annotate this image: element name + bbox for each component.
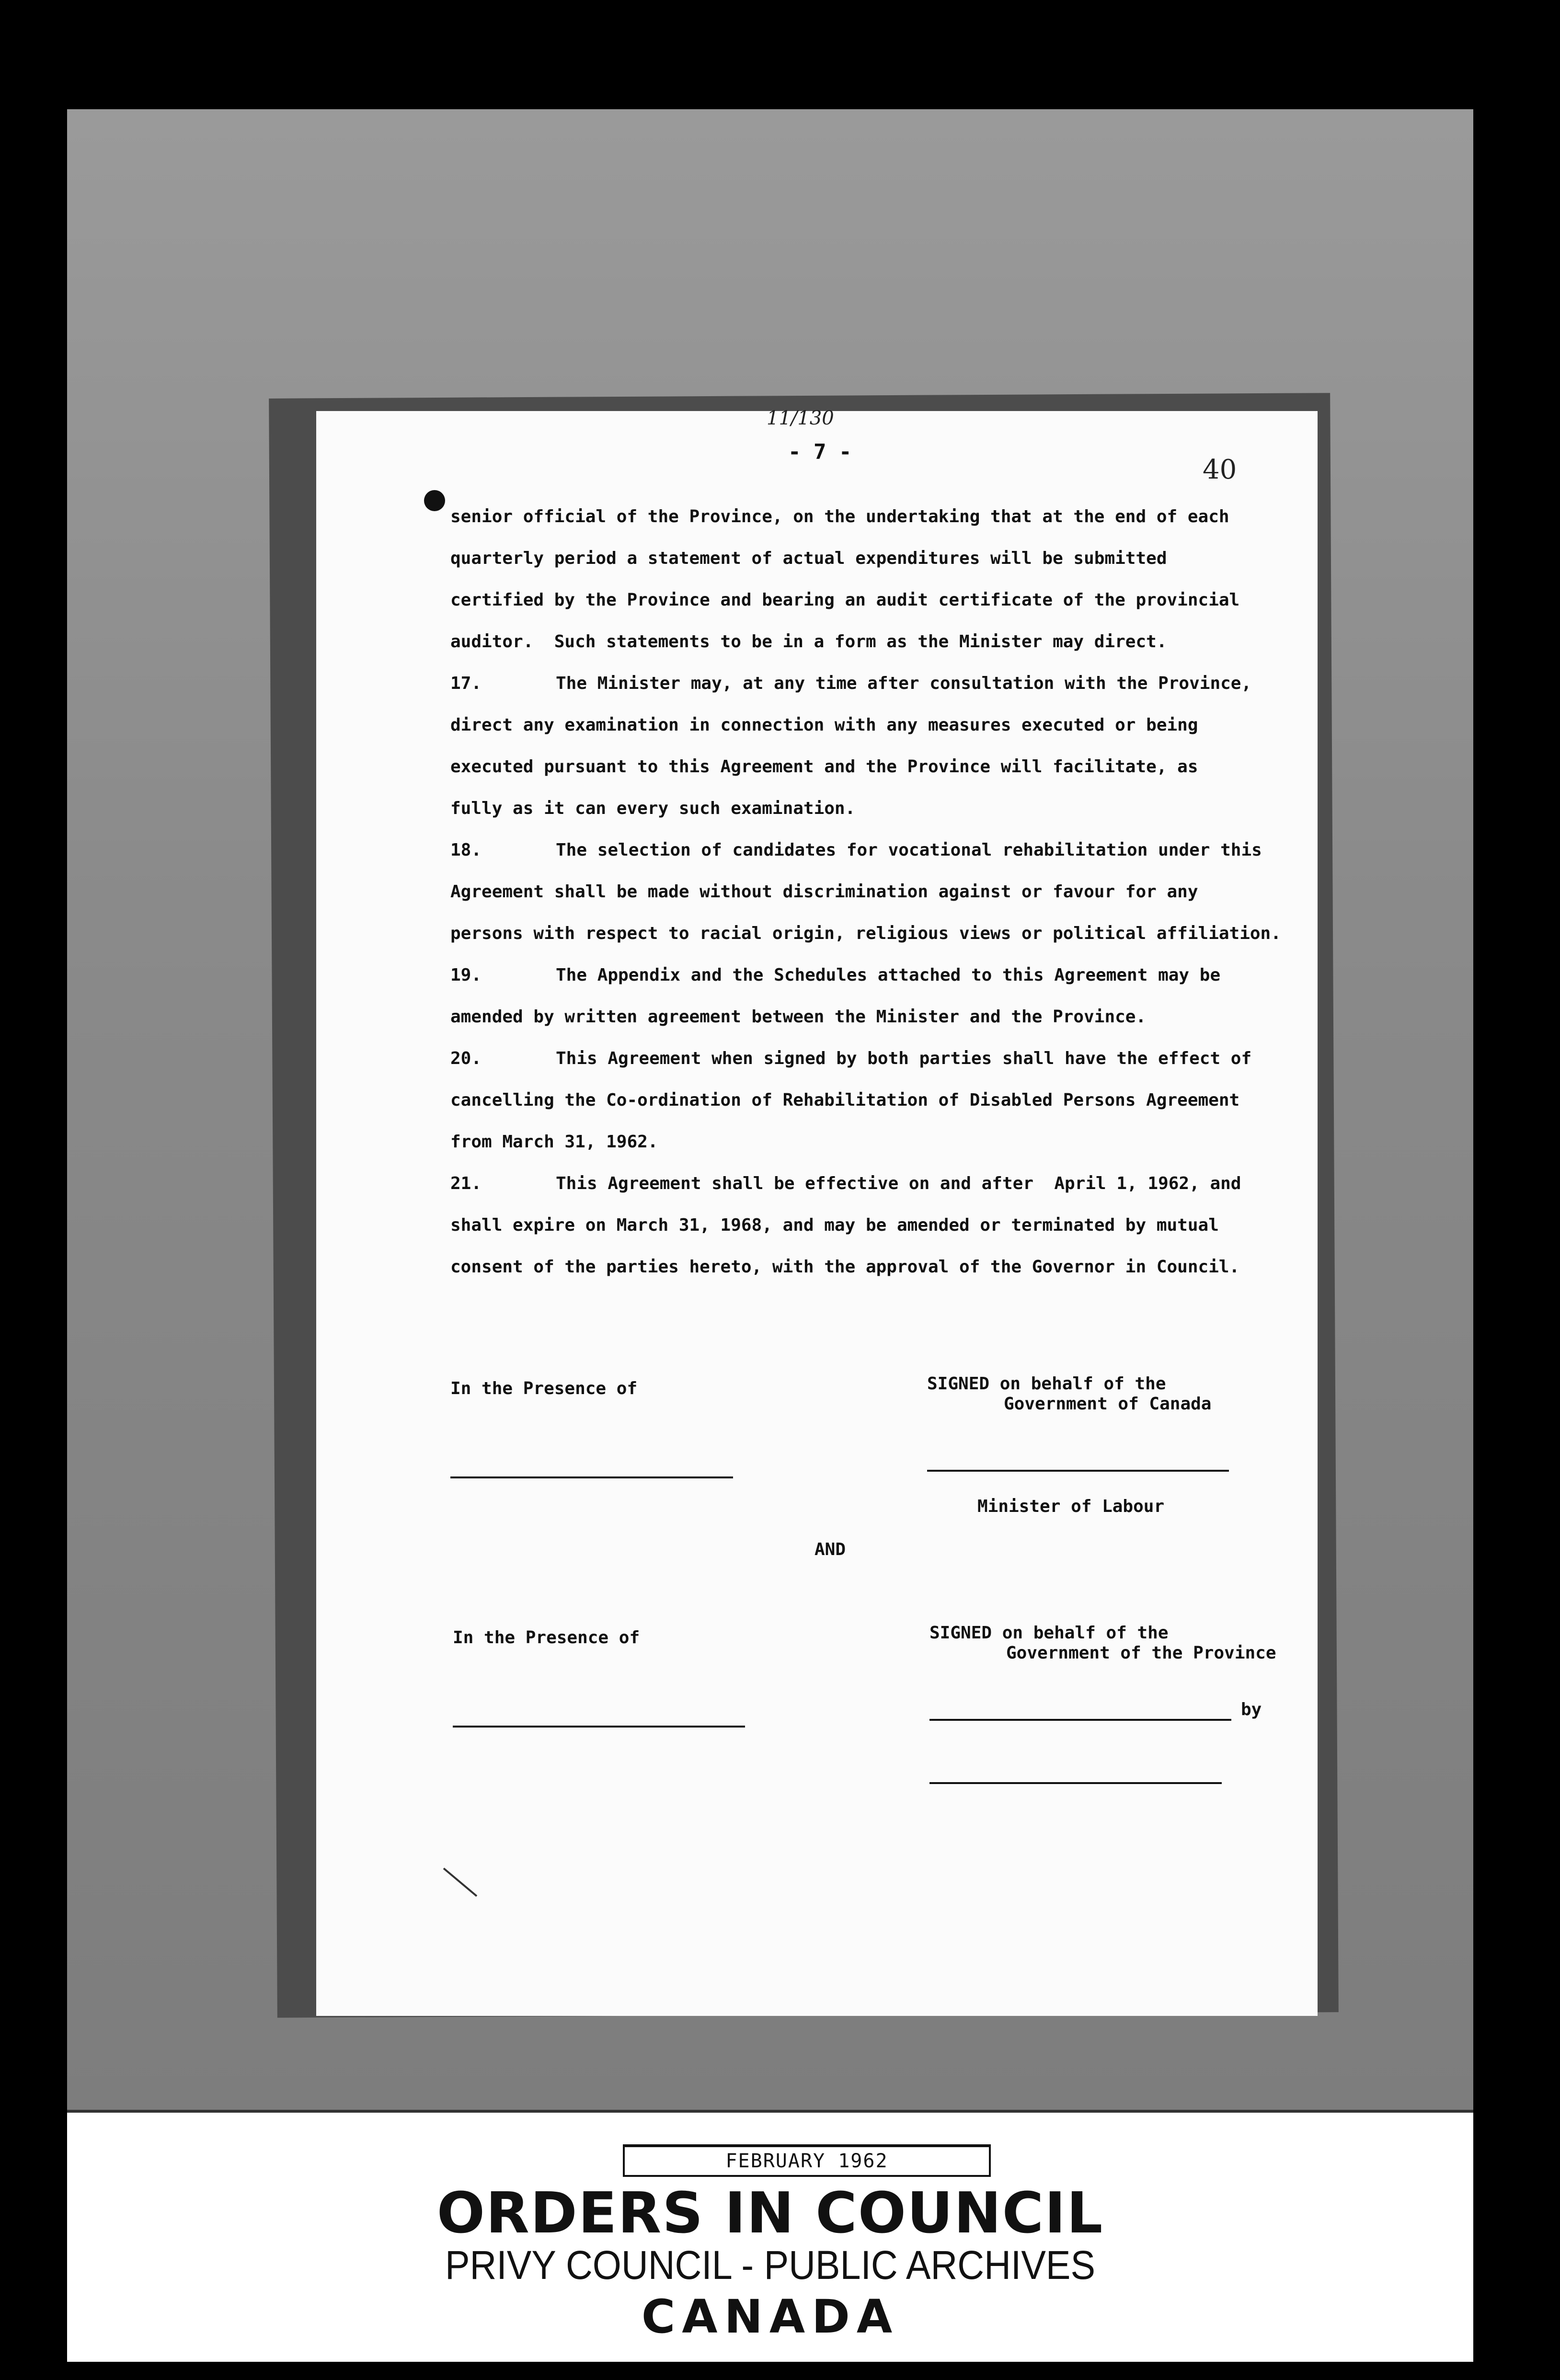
line-text: fully as it can every such examination.: [450, 799, 856, 818]
document-line: [450, 549, 1167, 568]
line-text: This Agreement when signed by both parties shall have the effect of: [556, 1049, 1252, 1068]
document-page: [316, 407, 1318, 2016]
document-line: [450, 715, 1198, 735]
document-line: [450, 1049, 1251, 1068]
document-line: [450, 1215, 1219, 1235]
second-signature-line-province: [929, 1782, 1222, 1784]
paragraph-number: 21.: [450, 1174, 482, 1193]
document-line: [450, 1007, 1146, 1027]
line-text: quarterly period a statement of actual expenditures will be submitted: [450, 549, 1167, 568]
witness-signature-line-province: [453, 1726, 745, 1728]
by-label: by: [1241, 1700, 1262, 1719]
minister-of-labour: Minister of Labour: [977, 1497, 1165, 1516]
line-text: senior official of the Province, on the undertaking that at the end of each: [450, 507, 1229, 526]
date-label-box: [623, 2144, 991, 2177]
line-text: The selection of candidates for vocational rehabilitation under this: [556, 840, 1262, 860]
document-line: [450, 1257, 1239, 1277]
signed-label-canada: SIGNED on behalf of the: [927, 1374, 1166, 1394]
and-separator: AND: [814, 1540, 846, 1559]
document-line: [450, 1174, 1241, 1193]
paragraph-number: 17.: [450, 674, 482, 693]
document-line: [450, 1090, 1239, 1110]
government-of-canada: Government of Canada: [1004, 1394, 1212, 1414]
line-text: executed pursuant to this Agreement and the Province will facilitate, as: [450, 757, 1198, 777]
document-line: [450, 674, 1251, 693]
signed-label-province: SIGNED on behalf of the: [929, 1623, 1169, 1643]
line-text: amended by written agreement between the Minister and the Province.: [450, 1007, 1147, 1027]
stray-pen-mark: [443, 1867, 478, 1897]
date-label: FEBRUARY 1962: [725, 2150, 888, 2172]
document-line: [450, 1132, 658, 1152]
document-line: [450, 757, 1198, 777]
line-text: certified by the Province and bearing an audit certificate of the provincial: [450, 590, 1240, 610]
archive-footer: [67, 2110, 1473, 2362]
government-of-province: Government of the Province: [1006, 1643, 1276, 1663]
document-line: [450, 840, 1262, 860]
paragraph-number: 20.: [450, 1049, 482, 1068]
line-text: The Minister may, at any time after consultation with the Province,: [556, 674, 1252, 693]
archive-title: ORDERS IN COUNCIL: [436, 2180, 1104, 2246]
presence-label-canada: In the Presence of: [450, 1379, 638, 1398]
presence-label-province: In the Presence of: [453, 1628, 640, 1648]
paragraph-number: 18.: [450, 840, 482, 860]
line-text: Agreement shall be made without discrimination against or favour for any: [450, 882, 1198, 902]
line-text: shall expire on March 31, 1968, and may be amended or terminated by mutual: [450, 1215, 1219, 1235]
signature-line-province: [929, 1719, 1231, 1721]
line-text: This Agreement shall be effective on and after April 1, 1962, and: [556, 1174, 1241, 1193]
document-line: [450, 924, 1281, 943]
punch-hole: [424, 490, 445, 511]
document-line: [450, 965, 1220, 985]
reference-mark: 11/130: [767, 407, 834, 429]
page-number: - 7 -: [788, 440, 852, 464]
document-line: [450, 590, 1239, 610]
document-line: [450, 632, 1167, 652]
signature-line-canada: [927, 1470, 1229, 1472]
document-line: [450, 799, 855, 818]
archive-country: CANADA: [641, 2290, 899, 2344]
paragraph-number: 19.: [450, 965, 482, 985]
line-text: persons with respect to racial origin, religious views or political affiliation.: [450, 924, 1281, 943]
witness-signature-line-canada: [450, 1476, 733, 1478]
folio-number: 40: [1203, 454, 1237, 485]
line-text: auditor. Such statements to be in a form as the Minister may direct.: [450, 632, 1167, 652]
archive-subtitle: PRIVY COUNCIL - PUBLIC ARCHIVES: [445, 2243, 1096, 2288]
document-line: [450, 882, 1198, 902]
line-text: The Appendix and the Schedules attached to this Agreement may be: [556, 965, 1221, 985]
line-text: cancelling the Co-ordination of Rehabilitation of Disabled Persons Agreement: [450, 1090, 1240, 1110]
line-text: direct any examination in connection with any measures executed or being: [450, 715, 1198, 735]
line-text: consent of the parties hereto, with the approval of the Governor in Council.: [450, 1257, 1240, 1277]
document-line: [450, 507, 1229, 526]
line-text: from March 31, 1962.: [450, 1132, 658, 1152]
